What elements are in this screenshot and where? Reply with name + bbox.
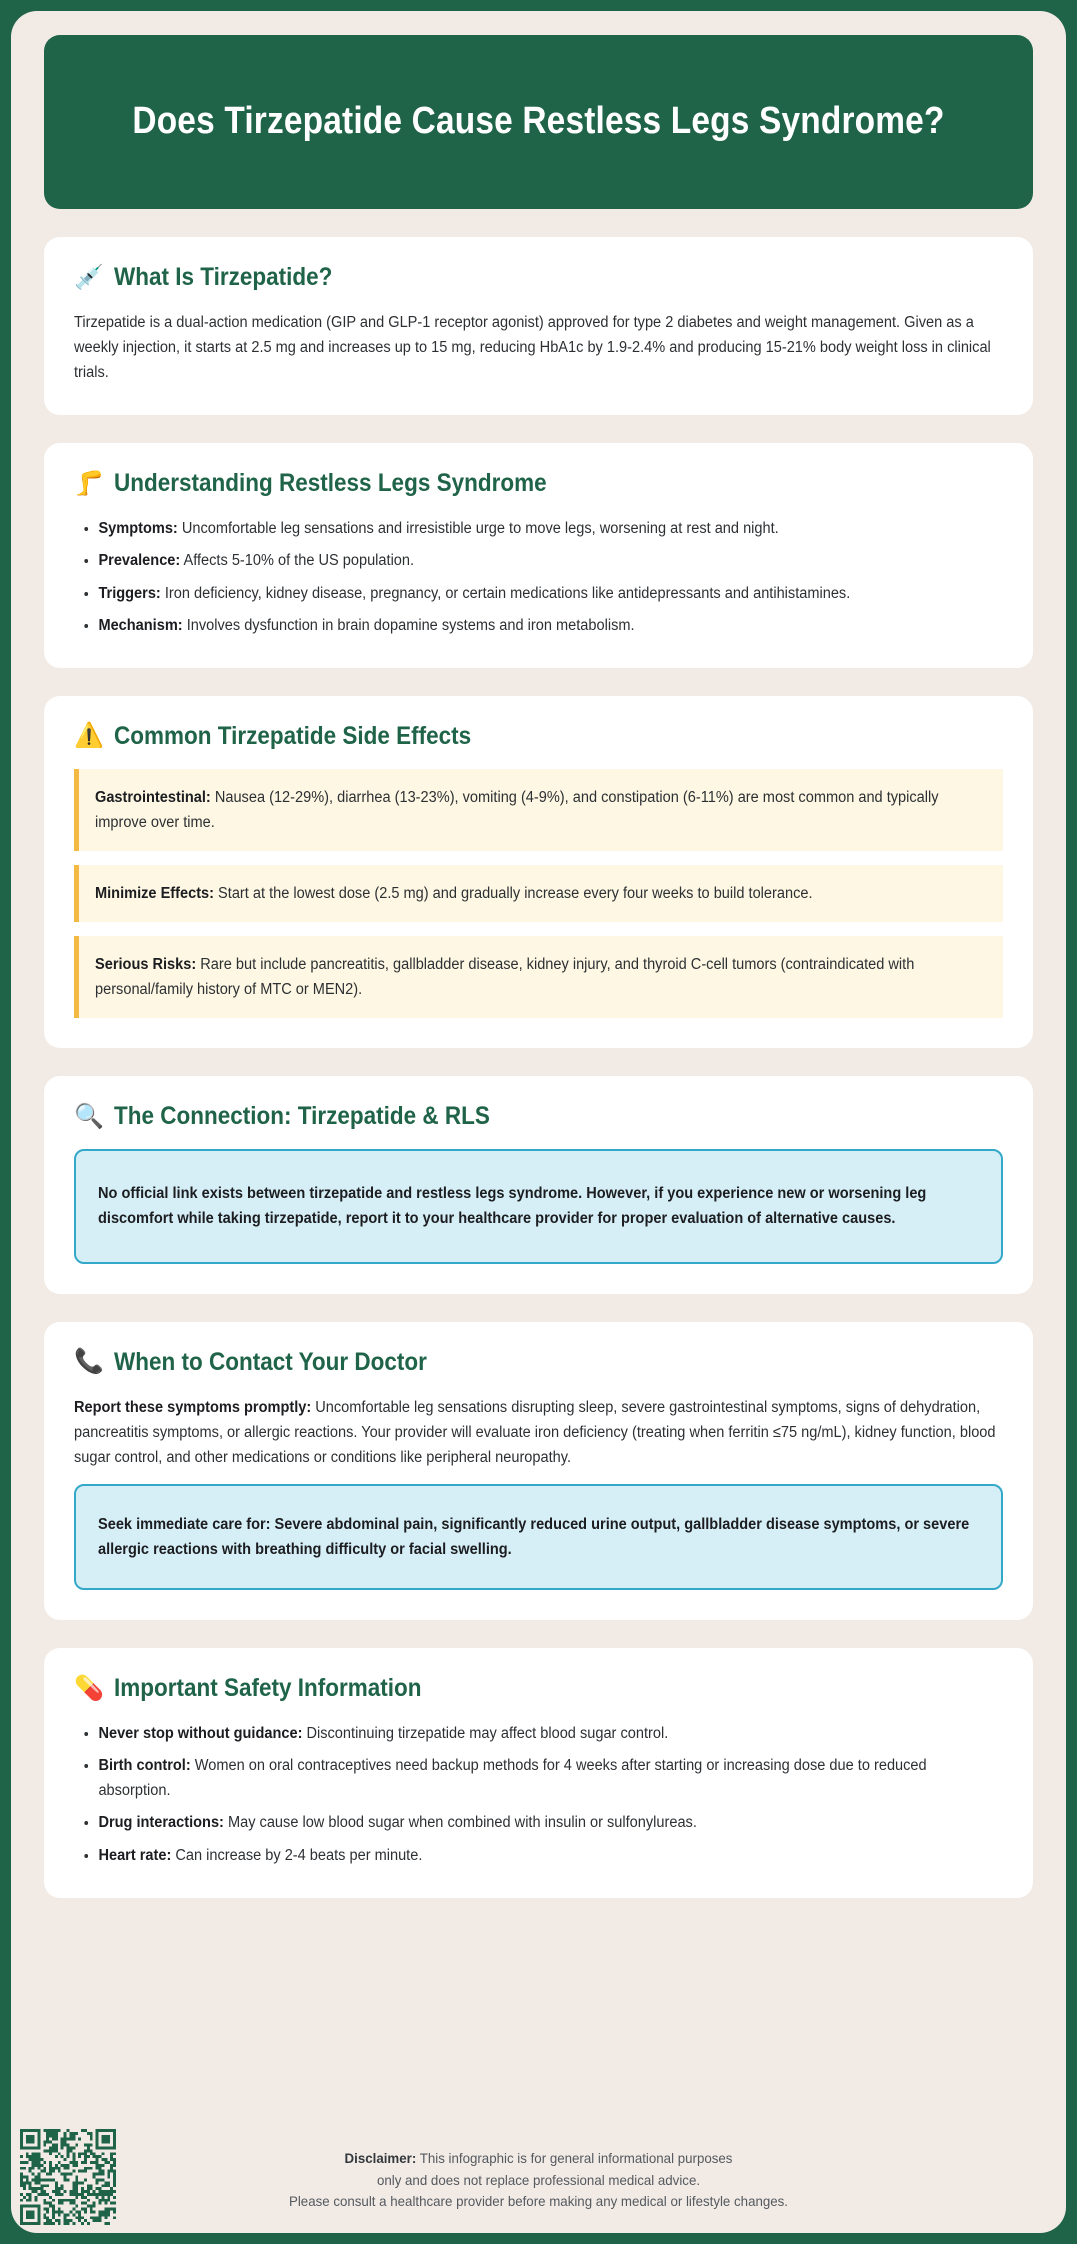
card-header [74,1102,1003,1131]
card-understanding-rls [44,443,1033,667]
list-item-label: Birth control: [98,1757,191,1775]
magnifying-glass-icon: 🔍 [74,1102,104,1130]
list-item [98,516,999,541]
side-effect-note-body: Start at the lowest dose (2.5 mg) and gradually increase every four weeks to build tolerance. [214,884,813,902]
disclaimer [69,2138,1009,2213]
seek-immediate-care-text: Seek immediate care for: Severe abdominal pain, significantly reduced urine output, gallbladder disease symptoms, or severe allergic reactions with breathing difficulty or facial swelling. [98,1515,970,1558]
card-contact-doctor [44,1322,1033,1621]
list-item-text: May cause low blood sugar when combined with insulin or sulfonylureas. [223,1814,697,1832]
list-item-label: Symptoms: [98,520,178,538]
list-item [98,1721,999,1746]
safety-bullets-wrap [74,1721,1000,1868]
list-item-text: Discontinuing tirzepatide may affect blood sugar control. [302,1725,669,1743]
side-effect-notes [74,769,1003,1019]
section-title-understanding-rls: Understanding Restless Legs Syndrome [114,469,547,498]
section-title-what-is: What Is Tirzepatide? [114,263,333,291]
list-item [98,581,999,606]
footer [44,2112,1033,2233]
warning-triangle-icon: ⚠️ [74,722,104,750]
list-item-text: Iron deficiency, kidney disease, pregnancy, or certain medications like antidepressants and antihistamines. [160,584,851,602]
list-item-text: Involves dysfunction in brain dopamine systems and iron metabolism. [182,616,635,634]
card-header [74,469,1003,498]
side-effect-note-label: Gastrointestinal: [95,788,211,806]
side-effect-note-text [95,881,982,906]
side-effect-note-text [95,952,982,1002]
side-effect-note [74,936,1003,1018]
list-item [98,1843,999,1868]
side-effect-note-label: Serious Risks: [95,956,197,974]
section-title-side-effects: Common Tirzepatide Side Effects [114,721,472,750]
side-effect-note [74,769,1003,851]
disclaimer-line-3: Please consult a healthcare provider before making any medical or lifestyle changes. [288,2193,789,2210]
what-is-paragraph: Tirzepatide is a dual-action medication (GIP and GLP-1 receptor agonist) approved for type 2 diabetes and weight management. Given as a weekly injection, it starts at 2.5 mg and increases up to 15 mg, reducing HbA1c by 1.9-2.4% and producing 15-21% body weight loss in clinical trials. [74,314,991,382]
side-effect-note-body: Nausea (12-29%), diarrhea (13-23%), vomiting (4-9%), and constipation (6-11%) are most common and typically improve over time. [95,788,939,831]
disclaimer-line-1-text: This infographic is for general informational purposes [416,2149,733,2166]
disclaimer-label: Disclaimer: [344,2149,417,2166]
list-item-text: Uncomfortable leg sensations and irresistible urge to move legs, worsening at rest and night. [177,520,779,538]
list-item-label: Mechanism: [98,616,183,634]
safety-bullet-list [74,1721,1000,1868]
list-item-label: Triggers: [98,584,161,602]
section-title-safety: Important Safety Information [114,1674,422,1703]
list-item [98,1810,999,1835]
card-side-effects [44,696,1033,1049]
list-item [98,613,999,638]
telephone-receiver-icon: 📞 [74,1348,104,1376]
section-title-contact-doctor: When to Contact Your Doctor [114,1347,427,1376]
side-effect-note-body: Rare but include pancreatitis, gallbladder disease, kidney injury, and thyroid C-cell tumors (contraindicated with personal/family history of MTC or MEN2). [95,956,915,999]
connection-callout-text: No official link exists between tirzepatide and restless legs syndrome. However, if you experience new or worsening leg discomfort while taking tirzepatide, report it to your healthcare provider for proper evaluation of alternative causes. [98,1185,927,1228]
page-content [11,11,1066,2233]
connection-callout [74,1149,1003,1263]
section-title-connection: The Connection: Tirzepatide & RLS [114,1102,490,1131]
card-header [74,1348,1003,1377]
list-item-text: Women on oral contraceptives need backup methods for 4 weeks after starting or increasing dose due to reduced absorption. [98,1757,927,1800]
seek-immediate-care-callout [74,1484,1003,1590]
list-item-label: Prevalence: [98,552,181,570]
card-header [74,263,1003,292]
contact-doctor-paragraph [74,1395,1000,1470]
card-connection [44,1076,1033,1293]
card-header [74,1674,1003,1703]
list-item [98,1753,999,1803]
side-effect-note-text [95,785,982,835]
pill-icon: 💊 [74,1674,104,1702]
card-what-is-tirzepatide [44,237,1033,415]
disclaimer-line-1 [126,2148,952,2170]
card-header [74,722,1003,751]
list-item-text: Affects 5-10% of the US population. [180,552,415,570]
list-item-text: Can increase by 2-4 beats per minute. [171,1846,423,1864]
rls-bullet-list [74,516,1000,637]
list-item-label: Never stop without guidance: [98,1725,303,1743]
contact-doctor-paragraph-label: Report these symptoms promptly: [74,1398,312,1416]
syringe-icon: 💉 [74,263,104,291]
list-item [98,548,999,573]
header-banner [44,35,1033,209]
side-effect-note-label: Minimize Effects: [95,884,215,902]
contact-doctor-paragraph-text: Uncomfortable leg sensations disrupting sleep, severe gastrointestinal symptoms, signs of dehydration, pancreatitis symptoms, or allergic reactions. Your provider will evaluate iron deficiency (treating when ferritin ≤75 ng/mL), kidney function, blood sugar control, and other medications or conditions like peripheral neuropathy. [74,1398,996,1466]
page-title: Does Tirzepatide Cause Restless Legs Syndrome? [132,100,945,143]
card-safety-information [44,1648,1033,1898]
list-item-label: Heart rate: [98,1846,172,1864]
rls-bullets-wrap [74,516,1000,637]
list-item-label: Drug interactions: [98,1814,224,1832]
spacer [74,1470,1003,1484]
side-effect-note [74,865,1003,922]
disclaimer-line-2: only and does not replace professional medical advice. [376,2171,701,2188]
leg-icon: 🦵 [74,469,104,497]
